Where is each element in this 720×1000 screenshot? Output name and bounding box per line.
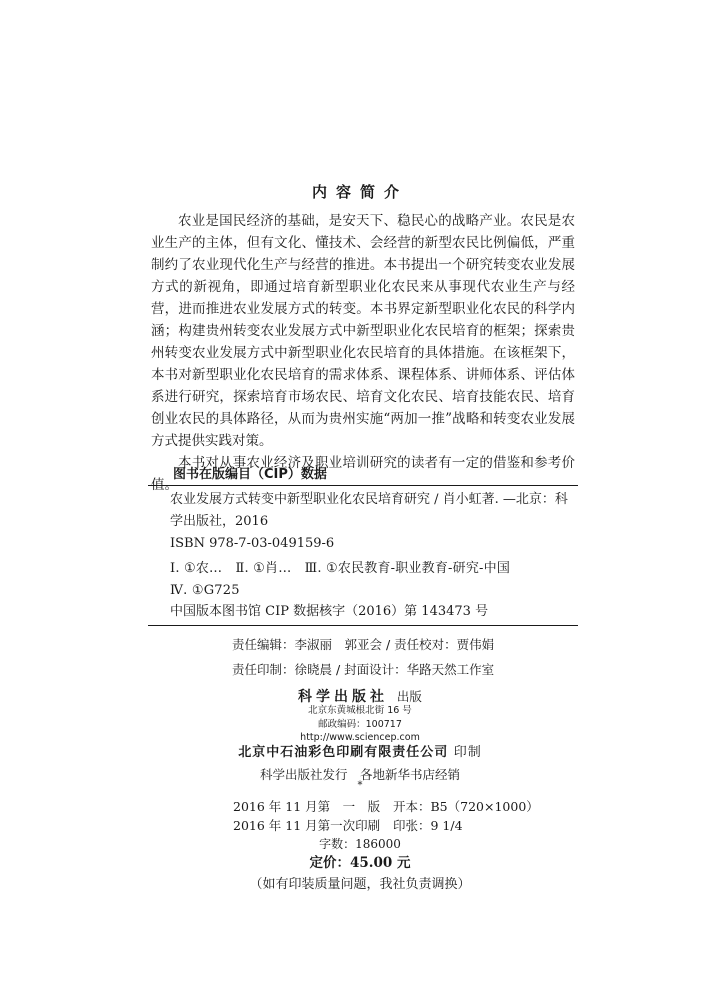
edition-line bbox=[233, 797, 539, 815]
summary-paragraph: 农业是国民经济的基础，是安天下、稳民心的战略产业。农民是农业生产的主体，但有文化、懂技术、会经营的新型农民比例偏低，严重制约了农业现代化生产与经营的推进。本书提出一个研究转变农业发展方式的新视角，即通过培育新型职业化农民来从事现代农业生产与经营，进而推进农业发展方式的转变。本书界定新型职业化农民的科学内涵；构建贵州转变农业发展方式中新型职业化农民培育的框架；探索贵州转变农业发展方式中新型职业化农民培育的具体措施。在该框架下，本书对新型职业化农民培育的需求体系、课程体系、讲师体系、评估体系进行研究，探索培育市场农民、培育文化农民、培育技能农民、培育创业农民的具体路径，从而为贵州实施“两加一推”战略和转变农业发展方式提供实践对策。 bbox=[151, 213, 575, 449]
price bbox=[0, 851, 720, 871]
price-label: 定价： bbox=[309, 855, 350, 871]
summary-title: 内容简介 bbox=[311, 183, 408, 201]
print-sheets: 印张：9 1/4 bbox=[393, 818, 463, 833]
publisher-suffix: 出版 bbox=[396, 689, 422, 704]
summary-paragraph: 本书对从事农业经济及职业培训研究的读者有一定的借鉴和参考价值。 bbox=[151, 455, 575, 493]
printer bbox=[0, 741, 720, 760]
quality-note: （如有印装质量问题，我社负责调换） bbox=[249, 877, 471, 892]
word-count: 字数：186000 bbox=[319, 837, 401, 851]
cip-classification: Ⅳ. ①G725 bbox=[170, 583, 240, 598]
cip-classification: Ⅰ. ①农… Ⅱ. ①肖… Ⅲ. ①农民教育-职业教育-研究-中国 bbox=[170, 561, 511, 576]
cip-heading: 图书在版编目（CIP）数据 bbox=[173, 467, 327, 482]
divider bbox=[148, 625, 578, 626]
publisher-postcode: 邮政编码：100717 bbox=[318, 719, 402, 730]
cip-data-number: 中国版本图书馆 CIP 数据核字（2016）第 143473 号 bbox=[170, 604, 489, 619]
cip-entry: 农业发展方式转变中新型职业化农民培育研究 / 肖小虹著. —北京：科学出版社，2016 bbox=[170, 492, 568, 529]
divider bbox=[148, 485, 578, 486]
distribution: 科学出版社发行 各地新华书店经销 bbox=[259, 767, 460, 782]
cip-isbn: ISBN 978-7-03-049159-6 bbox=[170, 536, 335, 551]
credits-line: 责任编辑：李淑丽 郭亚会 / 责任校对：贾伟娟 bbox=[232, 637, 495, 652]
cip-record bbox=[170, 489, 575, 602]
printer-name: 北京中石油彩色印刷有限责任公司 bbox=[238, 745, 449, 760]
publisher-logo-text: 科学出版社 bbox=[298, 689, 389, 705]
edition-date: 2016 年 11 月第 一 版 bbox=[233, 799, 381, 814]
book-format: 开本：B5（720×1000） bbox=[393, 799, 539, 814]
summary-text bbox=[151, 210, 575, 496]
print-date: 2016 年 11 月第一次印刷 bbox=[233, 818, 381, 833]
publisher-address: 北京东黄城根北街 16 号 bbox=[308, 705, 412, 716]
credits-line: 责任印制：徐晓晨 / 封面设计：华路天然工作室 bbox=[232, 662, 495, 677]
price-value: 45.00 元 bbox=[350, 855, 411, 871]
printer-suffix: 印制 bbox=[453, 745, 482, 760]
publisher-name bbox=[0, 686, 720, 706]
separator-star: * bbox=[357, 780, 363, 791]
publisher-url: http://www.sciencep.com bbox=[300, 732, 420, 743]
printing-line bbox=[233, 816, 463, 834]
credits bbox=[232, 632, 494, 682]
